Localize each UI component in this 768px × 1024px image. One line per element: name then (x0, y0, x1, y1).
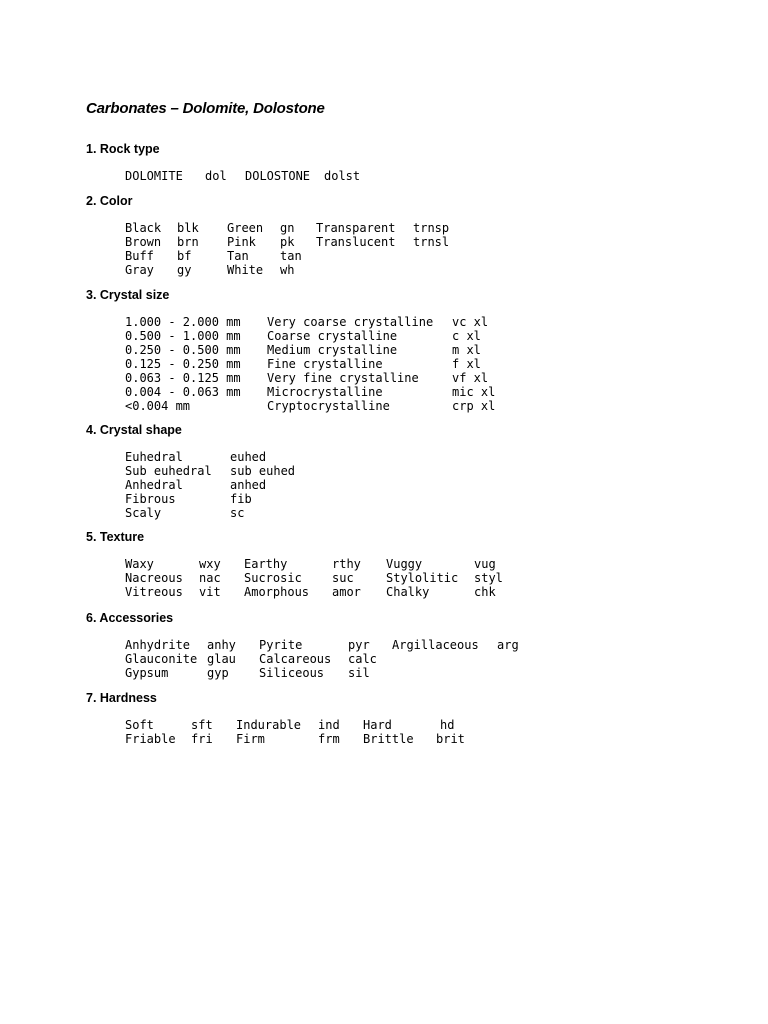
abbreviation: trnsp (413, 221, 450, 235)
abbreviation: brit (436, 732, 465, 746)
term: DOLOSTONE (245, 169, 311, 183)
term: Vuggy (386, 557, 423, 571)
abbreviation: ind (318, 718, 340, 732)
term: Soft (125, 718, 154, 732)
term: Gypsum (125, 666, 169, 680)
abbreviation: vug (474, 557, 496, 571)
term: Fine crystalline (267, 357, 383, 371)
size-range: 0.125 - 0.250 mm (125, 357, 241, 371)
abbreviation: vit (199, 585, 221, 599)
term: Indurable (236, 718, 302, 732)
abbreviation: vf xl (452, 371, 489, 385)
section-heading-crystal-shape: 4. Crystal shape (86, 423, 182, 437)
term: Amorphous (244, 585, 310, 599)
term: White (227, 263, 264, 277)
term: Brittle (363, 732, 414, 746)
abbreviation: pyr (348, 638, 370, 652)
abbreviation: hd (440, 718, 455, 732)
term: DOLOMITE (125, 169, 183, 183)
term: Transparent (316, 221, 396, 235)
section-heading-hardness: 7. Hardness (86, 691, 157, 705)
size-range: 1.000 - 2.000 mm (125, 315, 241, 329)
abbreviation: brn (177, 235, 199, 249)
abbreviation: styl (474, 571, 503, 585)
size-range: 0.004 - 0.063 mm (125, 385, 241, 399)
term: Siliceous (259, 666, 325, 680)
abbreviation: trnsl (413, 235, 450, 249)
term: Chalky (386, 585, 430, 599)
abbreviation: anhed (230, 478, 267, 492)
section-heading-accessories: 6. Accessories (86, 611, 174, 625)
term: Cryptocrystalline (267, 399, 390, 413)
section-heading-rock-type: 1. Rock type (86, 142, 160, 156)
term: Medium crystalline (267, 343, 398, 357)
abbreviation: euhed (230, 450, 267, 464)
abbreviation: rthy (332, 557, 361, 571)
abbreviation: mic xl (452, 385, 496, 399)
term: Friable (125, 732, 176, 746)
document-title: Carbonates – Dolomite, Dolostone (86, 100, 325, 117)
term: Green (227, 221, 264, 235)
abbreviation: suc (332, 571, 354, 585)
term: Firm (236, 732, 265, 746)
abbreviation: gn (280, 221, 295, 235)
abbreviation: dolst (324, 169, 361, 183)
abbreviation: amor (332, 585, 361, 599)
term: Vitreous (125, 585, 183, 599)
abbreviation: calc (348, 652, 377, 666)
abbreviation: chk (474, 585, 496, 599)
term: Anhedral (125, 478, 183, 492)
term: Pink (227, 235, 256, 249)
term: Argillaceous (392, 638, 479, 652)
term: Scaly (125, 506, 162, 520)
term: Pyrite (259, 638, 303, 652)
abbreviation: wxy (199, 557, 221, 571)
abbreviation: m xl (452, 343, 481, 357)
term: Coarse crystalline (267, 329, 398, 343)
abbreviation: fri (191, 732, 213, 746)
term: Hard (363, 718, 392, 732)
section-heading-crystal-size: 3. Crystal size (86, 288, 170, 302)
term: Very coarse crystalline (267, 315, 434, 329)
term: Sub euhedral (125, 464, 212, 478)
abbreviation: tan (280, 249, 302, 263)
size-range: 0.500 - 1.000 mm (125, 329, 241, 343)
term: Tan (227, 249, 249, 263)
abbreviation: c xl (452, 329, 481, 343)
term: Glauconite (125, 652, 198, 666)
term: Waxy (125, 557, 154, 571)
term: Brown (125, 235, 162, 249)
term: Sucrosic (244, 571, 302, 585)
term: Buff (125, 249, 154, 263)
abbreviation: sft (191, 718, 213, 732)
abbreviation: glau (207, 652, 236, 666)
abbreviation: blk (177, 221, 199, 235)
abbreviation: wh (280, 263, 295, 277)
size-range: 0.250 - 0.500 mm (125, 343, 241, 357)
abbreviation: f xl (452, 357, 481, 371)
abbreviation: bf (177, 249, 192, 263)
term: Anhydrite (125, 638, 191, 652)
abbreviation: crp xl (452, 399, 496, 413)
size-range: 0.063 - 0.125 mm (125, 371, 241, 385)
term: Translucent (316, 235, 396, 249)
abbreviation: pk (280, 235, 295, 249)
abbreviation: arg (497, 638, 519, 652)
abbreviation: dol (205, 169, 227, 183)
term: Calcareous (259, 652, 332, 666)
term: Black (125, 221, 162, 235)
abbreviation: sil (348, 666, 370, 680)
abbreviation: frm (318, 732, 340, 746)
abbreviation: vc xl (452, 315, 489, 329)
abbreviation: gyp (207, 666, 229, 680)
term: Gray (125, 263, 154, 277)
size-range: <0.004 mm (125, 399, 191, 413)
term: Earthy (244, 557, 288, 571)
term: Very fine crystalline (267, 371, 419, 385)
abbreviation: sub euhed (230, 464, 296, 478)
term: Microcrystalline (267, 385, 383, 399)
abbreviation: anhy (207, 638, 236, 652)
abbreviation: sc (230, 506, 245, 520)
term: Nacreous (125, 571, 183, 585)
term: Stylolitic (386, 571, 459, 585)
abbreviation: fib (230, 492, 252, 506)
term: Fibrous (125, 492, 176, 506)
abbreviation: gy (177, 263, 192, 277)
term: Euhedral (125, 450, 183, 464)
abbreviation: nac (199, 571, 221, 585)
section-heading-color: 2. Color (86, 194, 133, 208)
section-heading-texture: 5. Texture (86, 530, 145, 544)
